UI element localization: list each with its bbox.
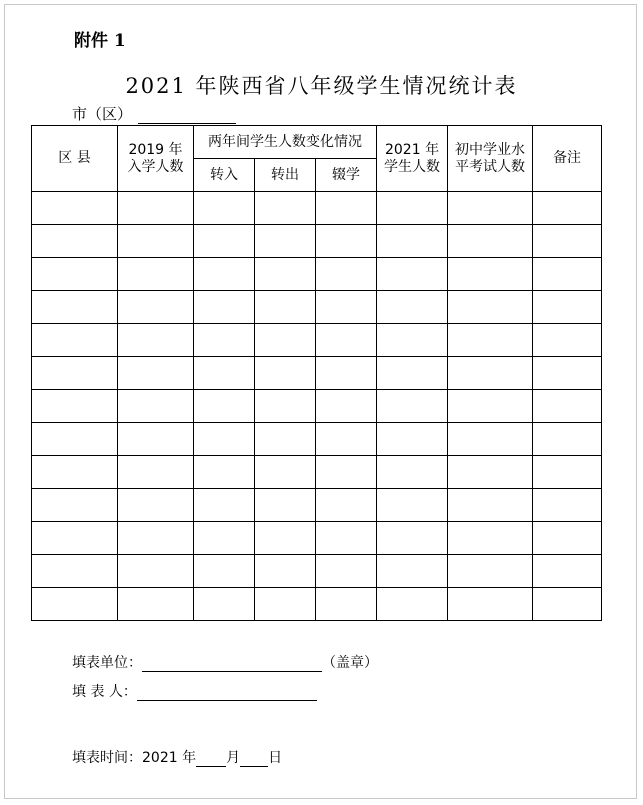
document-title: 2021 年陕西省八年级学生情况统计表 — [125, 74, 518, 98]
table-cell[interactable] — [316, 522, 377, 555]
table-cell[interactable] — [377, 456, 448, 489]
table-cell[interactable] — [32, 192, 118, 225]
table-cell[interactable] — [32, 456, 118, 489]
city-field — [72, 103, 236, 124]
header-transfer-in: 转入 — [194, 159, 255, 192]
filler-label: 填 表 人： — [72, 684, 137, 700]
table-cell[interactable] — [448, 522, 533, 555]
table-cell[interactable] — [32, 423, 118, 456]
table-cell[interactable] — [377, 324, 448, 357]
header-exam-count: 初中学业水 平考试人数 — [448, 126, 533, 192]
table-cell[interactable] — [255, 522, 316, 555]
table-row — [32, 258, 602, 291]
table-cell[interactable] — [32, 390, 118, 423]
table-cell[interactable] — [118, 423, 194, 456]
table-row — [32, 390, 602, 423]
table-cell[interactable] — [255, 324, 316, 357]
table-cell[interactable] — [377, 291, 448, 324]
day-label: 日 — [268, 750, 283, 766]
table-cell[interactable] — [316, 555, 377, 588]
table-row — [32, 456, 602, 489]
table-cell[interactable] — [533, 588, 602, 621]
table-cell[interactable] — [377, 357, 448, 390]
table-cell[interactable] — [194, 258, 255, 291]
table-cell[interactable] — [533, 423, 602, 456]
table-cell[interactable] — [448, 357, 533, 390]
header-district: 区 县 — [32, 126, 118, 192]
table-cell[interactable] — [533, 357, 602, 390]
table-cell[interactable] — [118, 489, 194, 522]
table-cell[interactable] — [32, 522, 118, 555]
table-row — [32, 192, 602, 225]
table-cell[interactable] — [118, 291, 194, 324]
table-cell[interactable] — [316, 258, 377, 291]
unit-input-line[interactable] — [142, 657, 322, 672]
table-cell[interactable] — [448, 258, 533, 291]
table-cell[interactable] — [448, 225, 533, 258]
header-2019-enrollment: 2019 年 入学人数 — [118, 126, 194, 192]
table-cell[interactable] — [32, 588, 118, 621]
table-cell[interactable] — [32, 225, 118, 258]
table-cell[interactable] — [255, 555, 316, 588]
city-label: 市（区） — [72, 105, 133, 123]
table-header-row — [32, 126, 602, 159]
table-cell[interactable] — [32, 258, 118, 291]
table-cell[interactable] — [448, 291, 533, 324]
table-cell[interactable] — [448, 456, 533, 489]
table-cell[interactable] — [377, 489, 448, 522]
table-cell[interactable] — [377, 522, 448, 555]
table-cell[interactable] — [377, 258, 448, 291]
table-row — [32, 357, 602, 390]
seal-label: （盖章） — [322, 655, 378, 671]
table-cell[interactable] — [118, 225, 194, 258]
table-cell[interactable] — [194, 291, 255, 324]
header-2021-students: 2021 年 学生人数 — [377, 126, 448, 192]
table-cell[interactable] — [316, 390, 377, 423]
table-cell[interactable] — [448, 324, 533, 357]
table-cell[interactable] — [194, 489, 255, 522]
table-cell[interactable] — [255, 258, 316, 291]
table-cell[interactable] — [377, 555, 448, 588]
table-cell[interactable] — [255, 225, 316, 258]
city-input-line[interactable] — [138, 109, 236, 124]
day-input-line[interactable] — [240, 752, 268, 767]
table-cell[interactable] — [533, 522, 602, 555]
table-cell[interactable] — [533, 258, 602, 291]
table-cell[interactable] — [32, 555, 118, 588]
table-row — [32, 225, 602, 258]
header-change-group: 两年间学生人数变化情况 — [194, 126, 377, 159]
table-cell[interactable] — [533, 489, 602, 522]
table-cell[interactable] — [255, 390, 316, 423]
table-cell[interactable] — [533, 390, 602, 423]
table-cell[interactable] — [194, 324, 255, 357]
footer-unit — [72, 652, 378, 672]
table-cell[interactable] — [255, 489, 316, 522]
header-dropout: 辍学 — [316, 159, 377, 192]
table-cell[interactable] — [118, 357, 194, 390]
table-cell[interactable] — [118, 324, 194, 357]
header-remark: 备注 — [533, 126, 602, 192]
table-cell[interactable] — [533, 324, 602, 357]
table-cell[interactable] — [32, 291, 118, 324]
table-cell[interactable] — [32, 489, 118, 522]
table-cell[interactable] — [448, 555, 533, 588]
table-cell[interactable] — [118, 588, 194, 621]
table-cell[interactable] — [316, 456, 377, 489]
statistics-table — [31, 125, 602, 621]
table-cell[interactable] — [118, 258, 194, 291]
table-cell[interactable] — [316, 324, 377, 357]
table-row — [32, 489, 602, 522]
table-cell[interactable] — [533, 456, 602, 489]
table-cell[interactable] — [194, 588, 255, 621]
table-row — [32, 588, 602, 621]
month-input-line[interactable] — [196, 752, 226, 767]
table-cell[interactable] — [194, 390, 255, 423]
table-cell[interactable] — [316, 588, 377, 621]
table-cell[interactable] — [377, 192, 448, 225]
table-cell[interactable] — [194, 522, 255, 555]
table-cell[interactable] — [533, 555, 602, 588]
table-cell[interactable] — [533, 192, 602, 225]
table-cell[interactable] — [194, 423, 255, 456]
table-cell[interactable] — [118, 456, 194, 489]
table-cell[interactable] — [118, 555, 194, 588]
table-cell[interactable] — [194, 357, 255, 390]
table-cell[interactable] — [533, 225, 602, 258]
table-cell[interactable] — [32, 357, 118, 390]
table-cell[interactable] — [255, 192, 316, 225]
table-cell[interactable] — [448, 423, 533, 456]
table-row — [32, 555, 602, 588]
table-cell[interactable] — [194, 456, 255, 489]
table-cell[interactable] — [377, 588, 448, 621]
table-cell[interactable] — [448, 390, 533, 423]
table-cell[interactable] — [255, 291, 316, 324]
table-cell[interactable] — [118, 192, 194, 225]
table-cell[interactable] — [448, 588, 533, 621]
table-cell[interactable] — [377, 225, 448, 258]
table-cell[interactable] — [255, 357, 316, 390]
footer-time — [72, 747, 282, 767]
table-cell[interactable] — [194, 192, 255, 225]
table-row — [32, 291, 602, 324]
table-cell[interactable] — [316, 291, 377, 324]
table-cell[interactable] — [32, 324, 118, 357]
table-cell[interactable] — [316, 357, 377, 390]
table-cell[interactable] — [255, 456, 316, 489]
attachment-label: 附件 1 — [74, 31, 126, 51]
table-cell[interactable] — [316, 423, 377, 456]
footer-filler — [72, 681, 317, 701]
table-cell[interactable] — [194, 225, 255, 258]
table-row — [32, 522, 602, 555]
table-cell[interactable] — [448, 489, 533, 522]
month-label: 月 — [226, 750, 241, 766]
table-cell[interactable] — [255, 423, 316, 456]
table-row — [32, 324, 602, 357]
time-label: 填表时间：2021 年 — [72, 750, 197, 766]
unit-label: 填表单位： — [72, 655, 142, 671]
table-cell[interactable] — [377, 423, 448, 456]
table-row — [32, 423, 602, 456]
table-cell[interactable] — [118, 390, 194, 423]
header-transfer-out: 转出 — [255, 159, 316, 192]
table-cell[interactable] — [377, 390, 448, 423]
filler-input-line[interactable] — [137, 686, 317, 701]
table-cell[interactable] — [316, 192, 377, 225]
table-cell[interactable] — [533, 291, 602, 324]
table-cell[interactable] — [255, 588, 316, 621]
table-cell[interactable] — [448, 192, 533, 225]
table-cell[interactable] — [316, 225, 377, 258]
table-cell[interactable] — [118, 522, 194, 555]
table-cell[interactable] — [194, 555, 255, 588]
table-cell[interactable] — [316, 489, 377, 522]
